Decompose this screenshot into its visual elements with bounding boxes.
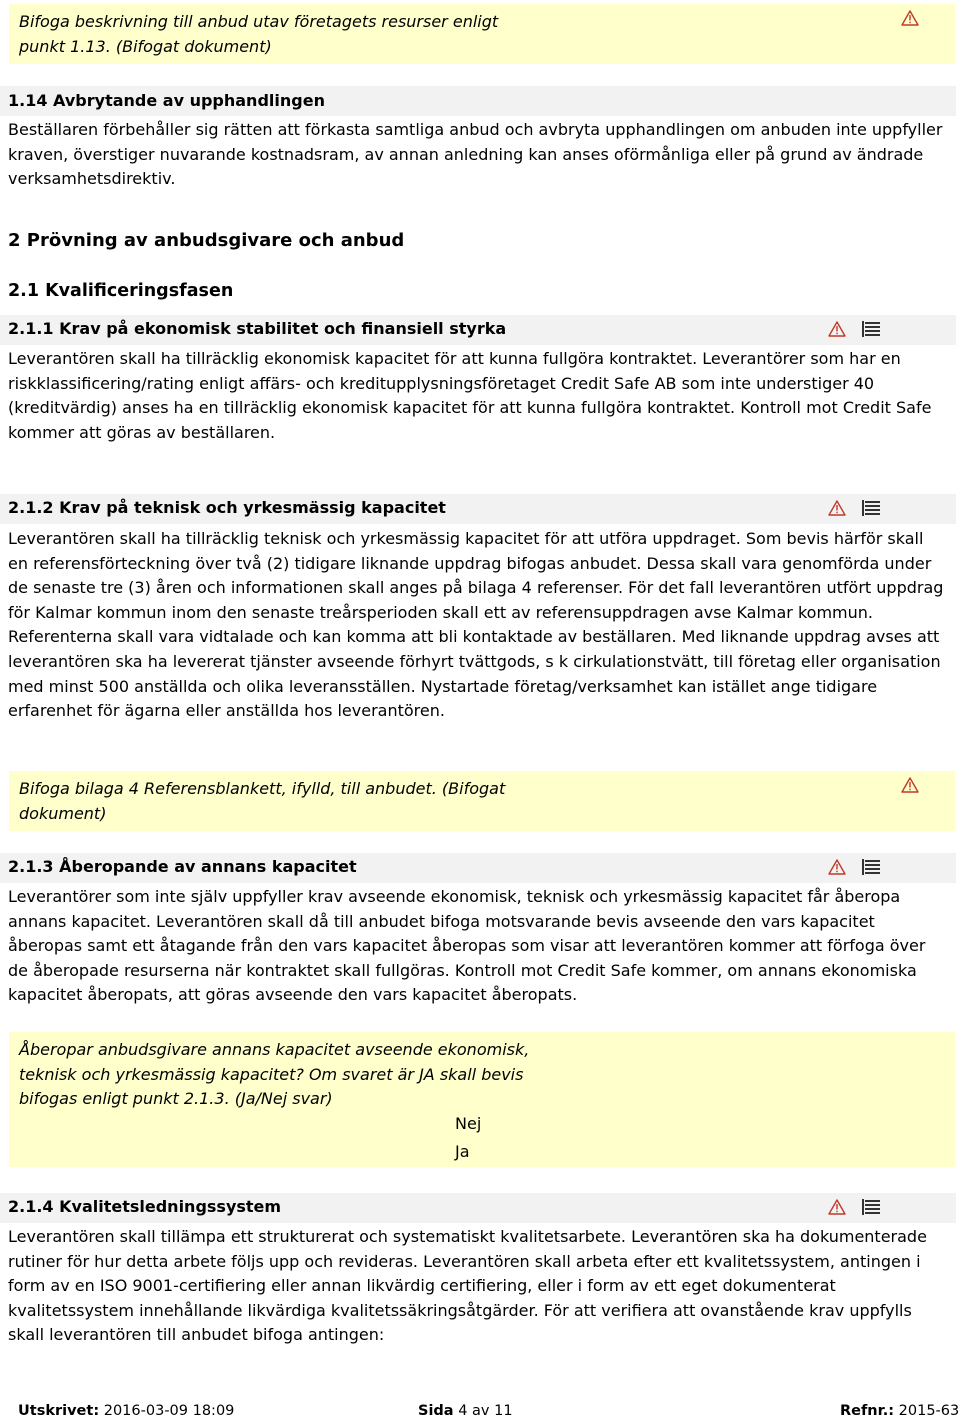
section-title: 1.14 Avbrytande av upphandlingen <box>8 91 325 110</box>
question-text: Åberopar anbudsgivare annans kapacitet avseende ekonomisk, teknisk och yrkesmässig kapacitet? Om svaret är JA skall bevis bifogas enligt punkt 2.1.3. (Ja/Nej svar) <box>19 1040 530 1109</box>
section-header-1-14 <box>0 86 956 116</box>
reference-number: Refnr.: 2015-63 <box>840 1403 960 1419</box>
section-body-2-1-4: Leverantören skall tillämpa ett strukturerat och systematiskt kvalitetsarbete. Leverantören ska ha dokumenterade rutiner för hur detta arbete följs upp och revideras. Leverantören skall arbeta efter ett kvalitetssystem, antingen i form av en ISO 9001-certifiering eller annan likvärdig certifiering, eller i form av ett eget dokumenterat kvalitetssystem innehållande likvärdiga kvalitetssäkringsåtgärder. För att verifiera att ovanstående krav uppfylls skall leverantören till anbudet bifoga antingen: <box>8 1227 927 1345</box>
section-title: 2.1.1 Krav på ekonomisk stabilitet och finansiell styrka <box>8 319 507 338</box>
warning-icon[interactable] <box>828 500 846 516</box>
chapter-title-2: 2 Prövning av anbudsgivare och anbud <box>8 230 405 251</box>
requirement-text: Bifoga bilaga 4 Referensblankett, ifylld, till anbudet. (Bifogat dokument) <box>19 779 506 823</box>
warning-icon[interactable] <box>901 10 919 26</box>
page-footer <box>0 1401 960 1421</box>
list-icon[interactable] <box>862 859 880 875</box>
section-title: 2.1.4 Kvalitetsledningssystem <box>8 1197 282 1216</box>
printed-date: Utskrivet: 2016-03-09 18:09 <box>18 1403 235 1419</box>
warning-icon[interactable] <box>828 321 846 337</box>
answer-option-ja[interactable]: Ja <box>455 1142 470 1161</box>
list-icon[interactable] <box>862 500 880 516</box>
answer-option-nej[interactable]: Nej <box>455 1114 482 1133</box>
list-icon[interactable] <box>862 321 880 337</box>
section-header-2-1-4 <box>0 1193 956 1223</box>
section-header-2-1-3 <box>0 853 956 883</box>
list-icon[interactable] <box>862 1199 880 1215</box>
section-title: 2.1.2 Krav på teknisk och yrkesmässig kapacitet <box>8 498 446 517</box>
section-body-2-1-2: Leverantören skall ha tillräcklig teknisk och yrkesmässig kapacitet för att utföra uppdraget. Som bevis härför skall en referensförteckning över två (2) tidigare liknande uppdrag bifogas anbudet. Dessa skall vara genomförda under de senaste tre (3) åren och informationen skall anges på bilaga 4 referenser. För det fall leverantören utfört uppdrag för Kalmar kommun inom den senaste treårsperioden skall ett av referensuppdragen avse Kalmar kommun. Referenterna skall vara vidtalade och kan komma att bli kontaktade av beställaren. Med liknande uppdrag avses att leverantören ska ha levererat tjänster avseende förhyrt tvättgods, s k cirkulationstvätt, till företag eller organisation med minst 500 anställda och olika leveransställen. Nystartade företag/verksamhet kan istället ange tidigare erfarenhet för ägarna eller anställda hos leverantören. <box>8 529 944 721</box>
section-title: 2.1.3 Åberopande av annans kapacitet <box>8 857 357 876</box>
section-header-2-1-2 <box>0 494 956 524</box>
requirement-text: Bifoga beskrivning till anbud utav företagets resurser enligt punkt 1.13. (Bifogat dokument) <box>19 12 499 56</box>
page-number: Sida 4 av 11 <box>418 1403 513 1419</box>
section-body-2-1-1: Leverantören skall ha tillräcklig ekonomisk kapacitet för att kunna fullgöra kontraktet. Leverantörer som har en riskklassificering/rating enligt affärs- och kreditupplysningsföretaget Credit Safe AB som inte understiger 40 (kreditvärdig) anses ha en tillräcklig ekonomisk kapacitet för att kunna fullgöra kontraktet. Kontroll mot Credit Safe kommer att göras av beställaren. <box>8 349 932 442</box>
section-body-1-14: Beställaren förbehåller sig rätten att förkasta samtliga anbud och avbryta upphandlingen om anbuden inte uppfyller kraven, överstiger nuvarande kostnadsram, av annan anledning kan anses oförmånliga eller på grund av ändrade verksamhetsdirektiv. <box>8 120 943 189</box>
yes-no-question-box <box>9 1032 955 1167</box>
warning-icon[interactable] <box>901 777 919 793</box>
attachment-requirement-box <box>9 771 955 831</box>
section-header-2-1-1 <box>0 315 956 345</box>
section-title-2-1: 2.1 Kvalificeringsfasen <box>8 281 234 301</box>
warning-icon[interactable] <box>828 1199 846 1215</box>
warning-icon[interactable] <box>828 859 846 875</box>
attachment-requirement-box <box>9 4 955 64</box>
section-body-2-1-3: Leverantörer som inte själv uppfyller krav avseende ekonomisk, teknisk och yrkesmässig kapacitet får åberopa annans kapacitet. Leverantören skall då till anbudet bifoga motsvarande bevis avseende den vars kapacitet åberopas samt ett åtagande från den vars kapacitet åberopas som visar att leverantören kommer att förfoga över de åberopade resurserna när kontraktet skall fullgöras. Kontroll mot Credit Safe kommer, om annans ekonomiska kapacitet åberopats, att göras avseende den vars kapacitet åberopats. <box>8 887 926 1005</box>
